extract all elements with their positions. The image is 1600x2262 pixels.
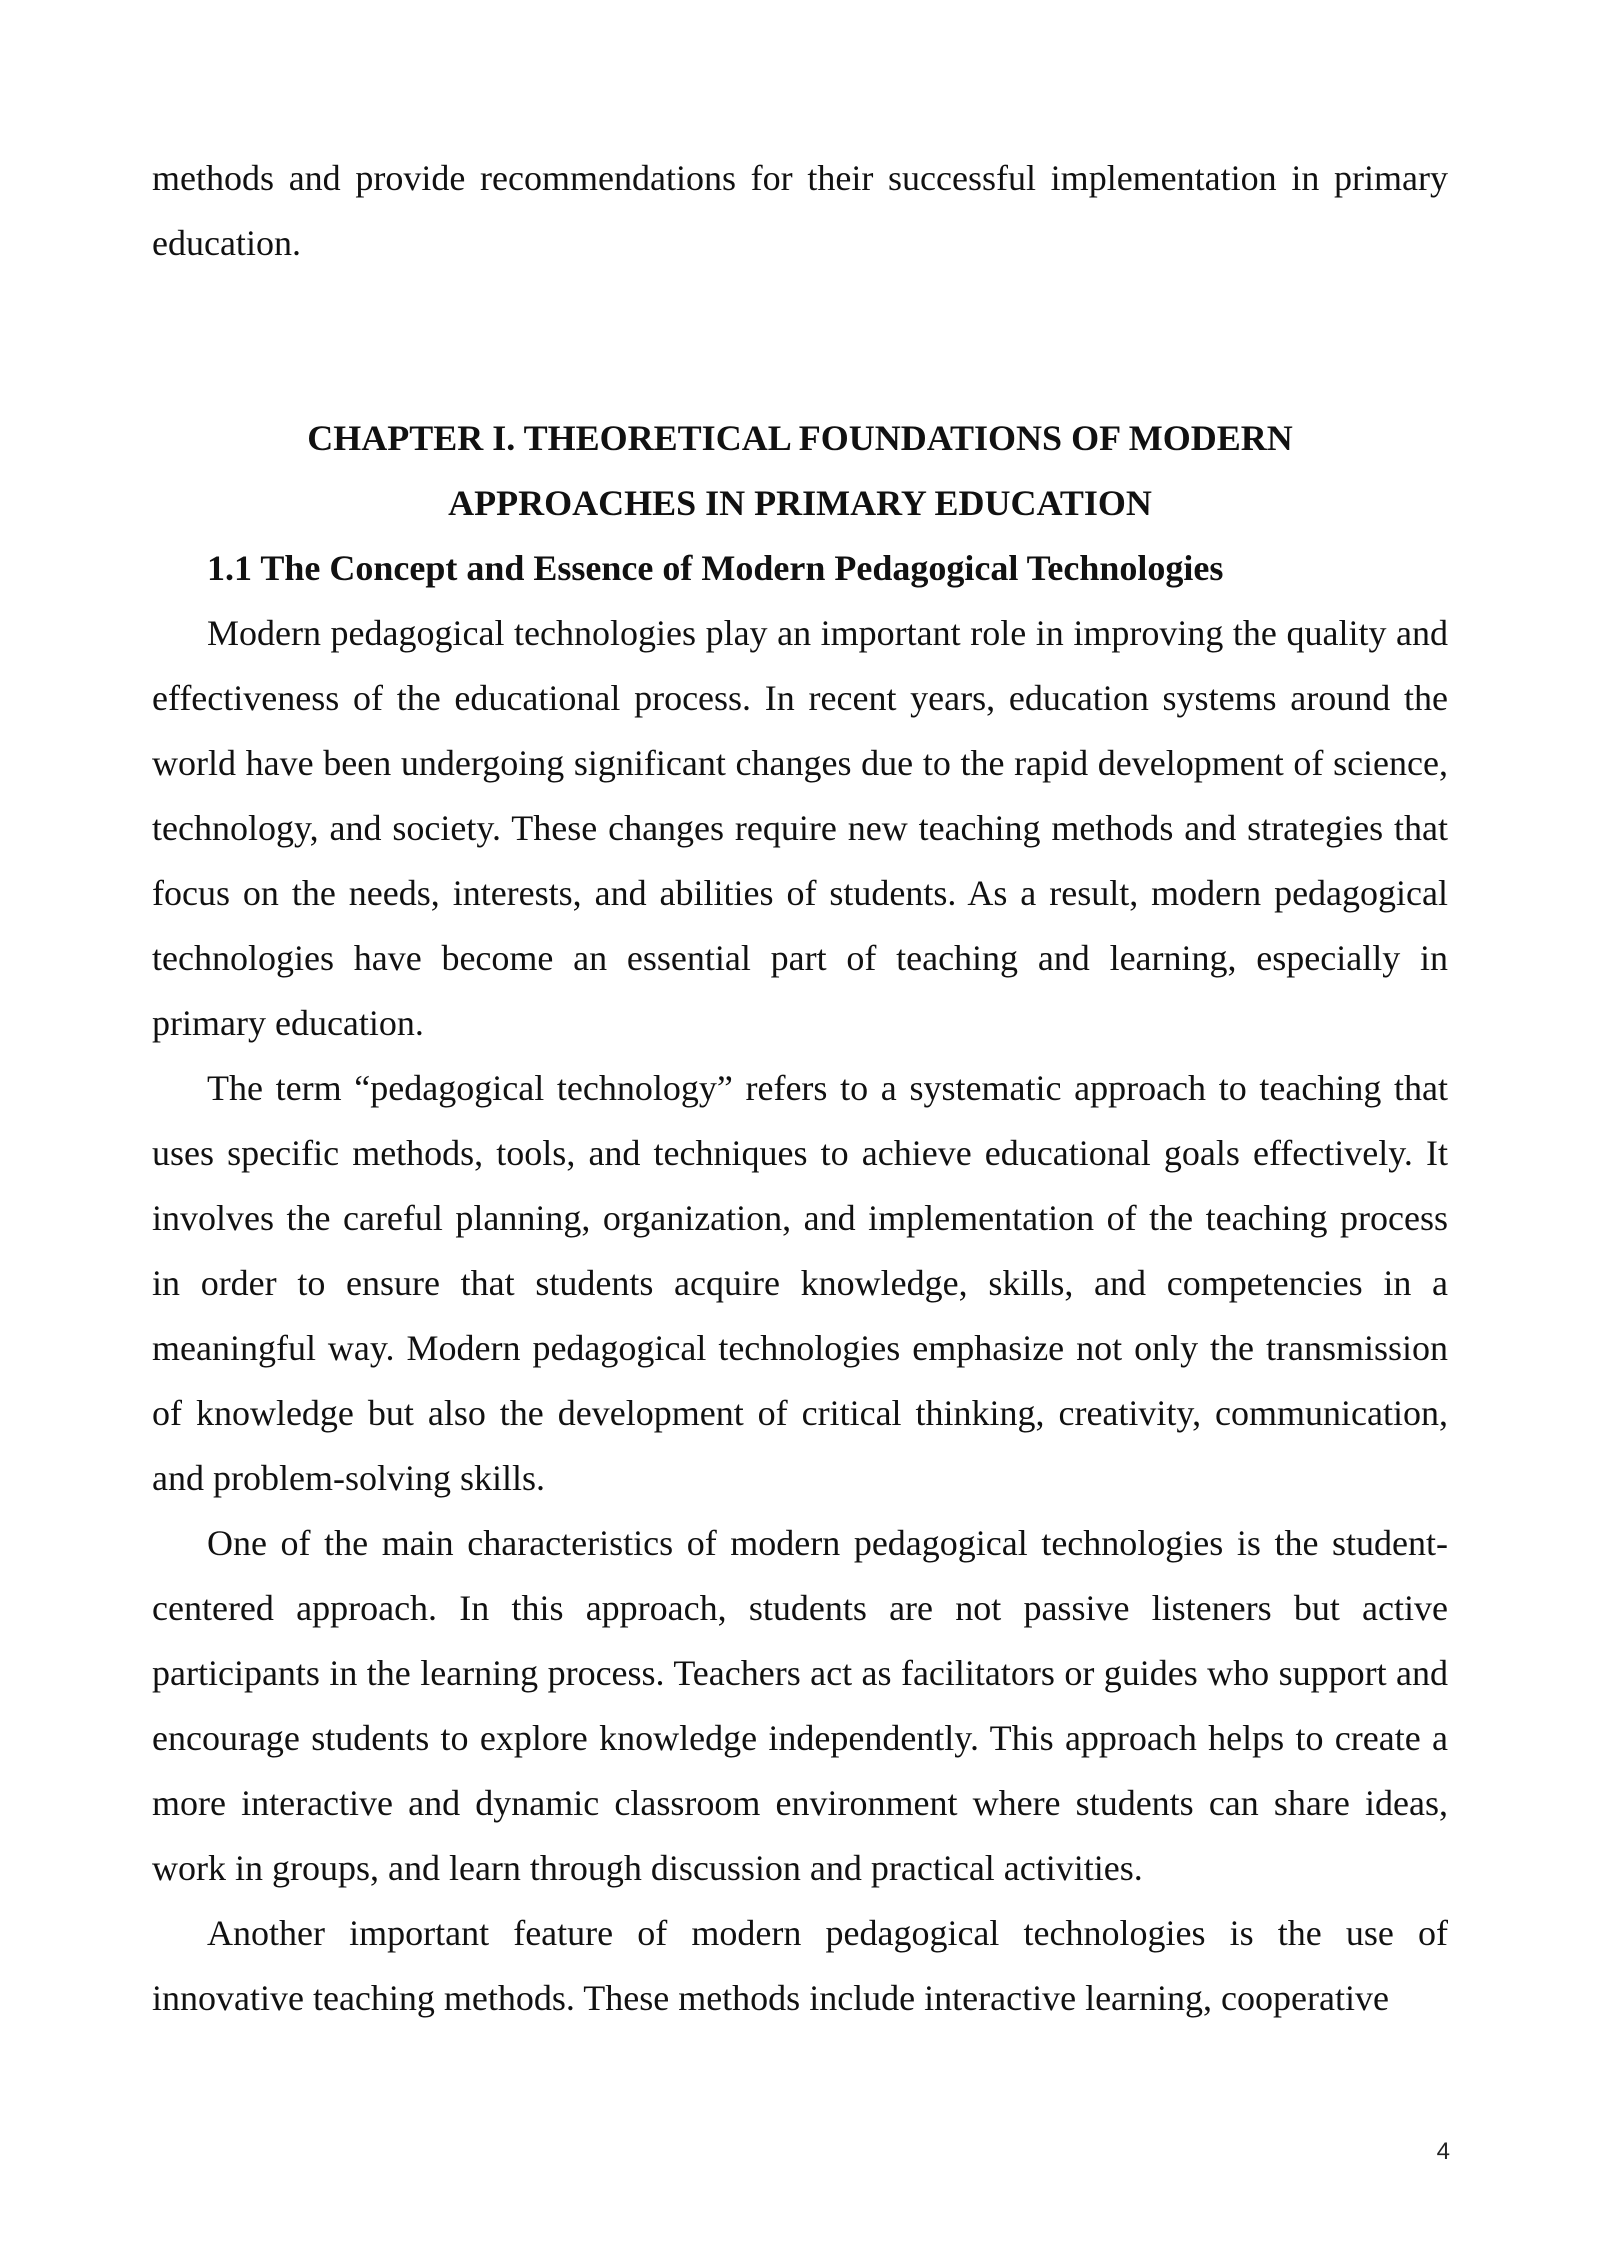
continuation-paragraph: methods and provide recommendations for their successful implementation in primary education. xyxy=(152,158,1448,263)
page-number: 4 xyxy=(1436,2138,1450,2165)
section-title: 1.1 The Concept and Essence of Modern Pedagogical Technologies xyxy=(207,548,1224,588)
body-paragraph-3: One of the main characteristics of modern pedagogical technologies is the student-centered approach. In this approach, students are not passive listeners but active participants in the learning process. Teachers act as facilitators or guides who support and encourage students to explore knowledge independently. This approach helps to create a more interactive and dynamic classroom environment where students can share ideas, work in groups, and learn through discussion and practical activities. xyxy=(152,1523,1448,1888)
page-content xyxy=(152,146,1448,2031)
chapter-title: CHAPTER I. THEORETICAL FOUNDATIONS OF MODERN APPROACHES IN PRIMARY EDUCATION xyxy=(307,418,1293,523)
body-paragraph-1: Modern pedagogical technologies play an important role in improving the quality and effectiveness of the educational process. In recent years, education systems around the world have been undergoing significant changes due to the rapid development of science, technology, and society. These changes require new teaching methods and strategies that focus on the needs, interests, and abilities of students. As a result, modern pedagogical technologies have become an essential part of teaching and learning, especially in primary education. xyxy=(152,613,1448,1043)
body-paragraph-4: Another important feature of modern pedagogical technologies is the use of innovative teaching methods. These methods include interactive learning, cooperative xyxy=(152,1913,1448,2018)
body-paragraph-2: The term “pedagogical technology” refers to a systematic approach to teaching that uses specific methods, tools, and techniques to achieve educational goals effectively. It involves the careful planning, organization, and implementation of the teaching process in order to ensure that students acquire knowledge, skills, and competencies in a meaningful way. Modern pedagogical technologies emphasize not only the transmission of knowledge but also the development of critical thinking, creativity, communication, and problem-solving skills. xyxy=(152,1068,1448,1498)
section-spacer xyxy=(152,276,1448,406)
